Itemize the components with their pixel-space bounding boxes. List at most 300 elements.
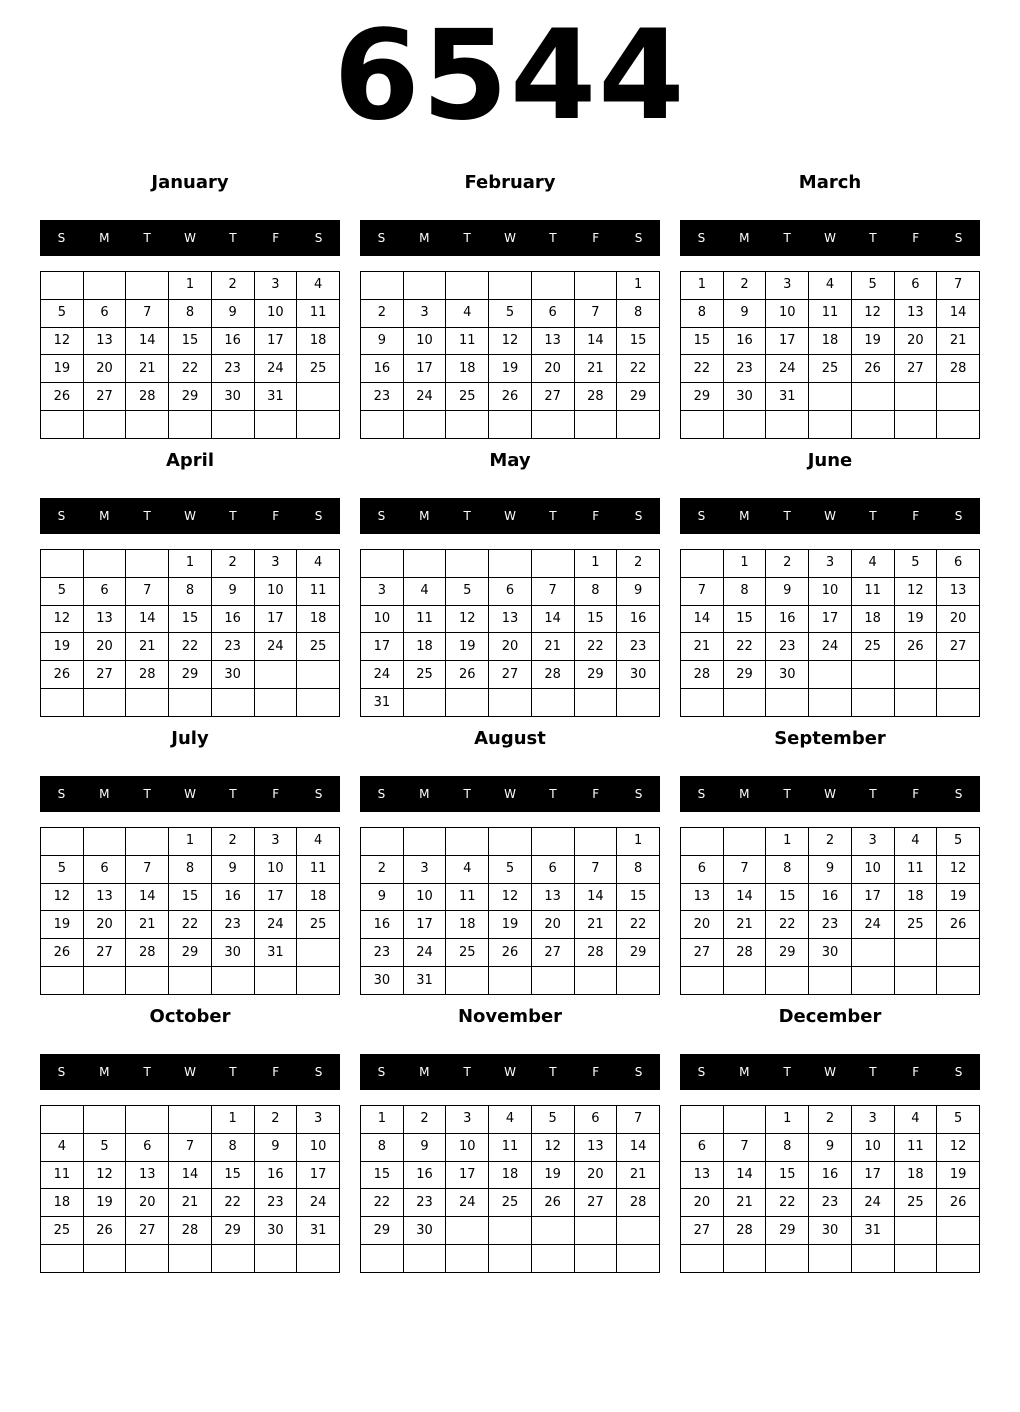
day-grid bbox=[360, 271, 660, 439]
day-cell bbox=[403, 272, 446, 300]
weekday-label: T bbox=[869, 787, 877, 801]
day-cell: 11 bbox=[446, 327, 489, 355]
day-cell bbox=[489, 1245, 532, 1273]
day-cell: 23 bbox=[766, 633, 809, 661]
day-cell: 20 bbox=[83, 911, 126, 939]
day-cell bbox=[809, 689, 852, 717]
day-cell: 1 bbox=[766, 1106, 809, 1134]
day-cell: 6 bbox=[83, 855, 126, 883]
weekday-label: M bbox=[419, 509, 430, 523]
day-cell: 10 bbox=[403, 883, 446, 911]
weekday-header bbox=[40, 776, 340, 812]
day-cell bbox=[41, 689, 84, 717]
weekday-label: S bbox=[954, 231, 963, 245]
day-cell bbox=[574, 1245, 617, 1273]
week-row bbox=[41, 855, 340, 883]
weekday-label: T bbox=[463, 509, 471, 523]
day-cell: 15 bbox=[681, 327, 724, 355]
day-cell: 30 bbox=[361, 967, 404, 995]
week-row bbox=[361, 605, 660, 633]
day-cell: 20 bbox=[937, 605, 980, 633]
day-cell: 13 bbox=[681, 883, 724, 911]
day-cell: 9 bbox=[617, 577, 660, 605]
week-row bbox=[361, 689, 660, 717]
day-cell: 16 bbox=[211, 327, 254, 355]
weekday-label: T bbox=[229, 787, 237, 801]
day-cell: 20 bbox=[489, 633, 532, 661]
week-row bbox=[41, 1189, 340, 1217]
week-row bbox=[41, 1161, 340, 1189]
weekday-label: T bbox=[229, 1065, 237, 1079]
day-cell bbox=[361, 828, 404, 856]
weekday-label: T bbox=[229, 509, 237, 523]
day-cell: 5 bbox=[83, 1133, 126, 1161]
day-cell bbox=[531, 1217, 574, 1245]
day-cell bbox=[531, 689, 574, 717]
day-cell bbox=[723, 1106, 766, 1134]
day-cell: 24 bbox=[809, 633, 852, 661]
day-cell: 22 bbox=[681, 355, 724, 383]
day-cell bbox=[169, 411, 212, 439]
weekday-label: W bbox=[504, 231, 516, 245]
day-cell: 19 bbox=[83, 1189, 126, 1217]
day-cell: 11 bbox=[41, 1161, 84, 1189]
weekday-label: M bbox=[739, 787, 750, 801]
day-cell bbox=[403, 689, 446, 717]
weekday-label: T bbox=[463, 787, 471, 801]
day-cell bbox=[681, 689, 724, 717]
weekday-label: S bbox=[377, 231, 386, 245]
day-cell: 11 bbox=[297, 299, 340, 327]
day-cell: 26 bbox=[41, 939, 84, 967]
weekday-label: T bbox=[143, 509, 151, 523]
day-cell: 11 bbox=[894, 855, 937, 883]
day-cell: 22 bbox=[766, 1189, 809, 1217]
day-cell: 2 bbox=[361, 299, 404, 327]
day-cell: 3 bbox=[766, 272, 809, 300]
day-cell bbox=[254, 411, 297, 439]
day-cell bbox=[126, 550, 169, 578]
day-cell: 28 bbox=[681, 661, 724, 689]
day-cell: 12 bbox=[83, 1161, 126, 1189]
day-cell bbox=[489, 1217, 532, 1245]
weekday-label: T bbox=[869, 231, 877, 245]
day-cell: 7 bbox=[126, 855, 169, 883]
day-cell: 20 bbox=[126, 1189, 169, 1217]
day-cell: 26 bbox=[489, 939, 532, 967]
day-cell bbox=[809, 383, 852, 411]
day-cell: 3 bbox=[851, 828, 894, 856]
day-cell: 29 bbox=[169, 661, 212, 689]
day-cell: 11 bbox=[403, 605, 446, 633]
day-cell bbox=[681, 1106, 724, 1134]
day-cell: 15 bbox=[169, 883, 212, 911]
week-row bbox=[41, 883, 340, 911]
day-cell bbox=[617, 1217, 660, 1245]
day-cell: 20 bbox=[83, 355, 126, 383]
day-cell: 29 bbox=[169, 939, 212, 967]
day-cell: 23 bbox=[403, 1189, 446, 1217]
day-cell: 10 bbox=[361, 605, 404, 633]
week-row bbox=[361, 855, 660, 883]
day-cell: 17 bbox=[361, 633, 404, 661]
day-cell bbox=[574, 967, 617, 995]
day-cell bbox=[297, 1245, 340, 1273]
day-cell: 14 bbox=[574, 327, 617, 355]
day-cell: 13 bbox=[126, 1161, 169, 1189]
day-cell: 14 bbox=[531, 605, 574, 633]
weekday-label: T bbox=[229, 231, 237, 245]
day-cell: 3 bbox=[403, 299, 446, 327]
day-cell: 14 bbox=[126, 605, 169, 633]
day-cell bbox=[403, 550, 446, 578]
day-cell: 6 bbox=[894, 272, 937, 300]
week-row bbox=[681, 411, 980, 439]
day-cell bbox=[894, 967, 937, 995]
day-cell: 22 bbox=[574, 633, 617, 661]
day-cell: 8 bbox=[361, 1133, 404, 1161]
day-cell: 24 bbox=[254, 911, 297, 939]
day-cell: 18 bbox=[489, 1161, 532, 1189]
day-cell bbox=[851, 661, 894, 689]
day-cell: 29 bbox=[617, 939, 660, 967]
weekday-label: T bbox=[869, 1065, 877, 1079]
day-cell: 3 bbox=[403, 855, 446, 883]
day-cell: 1 bbox=[361, 1106, 404, 1134]
weekday-label: S bbox=[57, 231, 66, 245]
weekday-label: F bbox=[912, 1065, 920, 1079]
day-cell: 8 bbox=[211, 1133, 254, 1161]
day-cell: 4 bbox=[403, 577, 446, 605]
day-cell: 9 bbox=[403, 1133, 446, 1161]
day-cell bbox=[574, 689, 617, 717]
day-cell: 27 bbox=[531, 939, 574, 967]
day-cell bbox=[83, 272, 126, 300]
day-cell bbox=[126, 272, 169, 300]
day-cell: 25 bbox=[446, 939, 489, 967]
weekday-label: M bbox=[99, 787, 110, 801]
weekday-label: T bbox=[143, 1065, 151, 1079]
day-cell bbox=[723, 828, 766, 856]
weekday-label: T bbox=[549, 1065, 557, 1079]
day-cell: 22 bbox=[617, 355, 660, 383]
week-row bbox=[361, 1217, 660, 1245]
weekday-label: F bbox=[272, 231, 280, 245]
day-cell: 19 bbox=[937, 1161, 980, 1189]
day-cell: 23 bbox=[723, 355, 766, 383]
day-cell: 31 bbox=[851, 1217, 894, 1245]
day-cell: 28 bbox=[169, 1217, 212, 1245]
day-cell: 7 bbox=[723, 855, 766, 883]
day-cell bbox=[766, 967, 809, 995]
day-cell bbox=[574, 828, 617, 856]
day-cell: 17 bbox=[851, 1161, 894, 1189]
weekday-label: S bbox=[314, 1065, 323, 1079]
week-row bbox=[681, 855, 980, 883]
weekday-label: F bbox=[592, 509, 600, 523]
day-cell bbox=[894, 1245, 937, 1273]
day-cell: 5 bbox=[937, 828, 980, 856]
day-cell: 26 bbox=[41, 661, 84, 689]
day-cell: 27 bbox=[681, 939, 724, 967]
weekday-label: S bbox=[377, 509, 386, 523]
day-cell: 10 bbox=[254, 855, 297, 883]
day-cell: 24 bbox=[403, 383, 446, 411]
week-row bbox=[361, 1161, 660, 1189]
day-cell: 25 bbox=[489, 1189, 532, 1217]
day-cell: 13 bbox=[83, 327, 126, 355]
day-cell bbox=[809, 661, 852, 689]
day-cell: 31 bbox=[254, 383, 297, 411]
day-cell: 17 bbox=[766, 327, 809, 355]
day-cell bbox=[169, 1245, 212, 1273]
day-cell: 25 bbox=[894, 1189, 937, 1217]
day-cell: 12 bbox=[937, 855, 980, 883]
day-cell: 28 bbox=[574, 383, 617, 411]
day-cell: 25 bbox=[297, 911, 340, 939]
week-row bbox=[41, 299, 340, 327]
day-cell: 2 bbox=[254, 1106, 297, 1134]
day-cell: 5 bbox=[489, 299, 532, 327]
day-cell: 17 bbox=[297, 1161, 340, 1189]
day-cell bbox=[361, 1245, 404, 1273]
day-cell bbox=[446, 689, 489, 717]
day-cell: 28 bbox=[126, 661, 169, 689]
day-cell: 22 bbox=[723, 633, 766, 661]
weekday-label: W bbox=[184, 787, 196, 801]
day-cell bbox=[894, 411, 937, 439]
day-cell: 26 bbox=[851, 355, 894, 383]
day-cell bbox=[211, 689, 254, 717]
weekday-label: F bbox=[592, 231, 600, 245]
day-cell: 9 bbox=[361, 883, 404, 911]
day-cell: 12 bbox=[446, 605, 489, 633]
day-cell: 18 bbox=[894, 1161, 937, 1189]
day-cell: 11 bbox=[894, 1133, 937, 1161]
month-name: July bbox=[171, 728, 209, 749]
weekday-label: F bbox=[912, 509, 920, 523]
day-cell: 13 bbox=[83, 605, 126, 633]
weekday-label: W bbox=[824, 787, 836, 801]
weekday-label: F bbox=[912, 787, 920, 801]
day-cell bbox=[489, 411, 532, 439]
day-cell: 6 bbox=[126, 1133, 169, 1161]
day-cell: 22 bbox=[361, 1189, 404, 1217]
week-row bbox=[41, 1133, 340, 1161]
day-cell: 25 bbox=[446, 383, 489, 411]
weekday-label: M bbox=[739, 231, 750, 245]
day-cell: 4 bbox=[489, 1106, 532, 1134]
weekday-label: W bbox=[824, 1065, 836, 1079]
day-cell: 6 bbox=[83, 299, 126, 327]
day-cell: 30 bbox=[211, 383, 254, 411]
day-cell bbox=[446, 411, 489, 439]
weekday-label: S bbox=[57, 787, 66, 801]
year-title: 6544 bbox=[333, 4, 687, 148]
weekday-label: M bbox=[99, 1065, 110, 1079]
day-cell: 11 bbox=[297, 577, 340, 605]
week-row bbox=[681, 911, 980, 939]
day-cell: 20 bbox=[531, 355, 574, 383]
day-cell: 14 bbox=[617, 1133, 660, 1161]
day-cell bbox=[937, 411, 980, 439]
day-cell: 26 bbox=[531, 1189, 574, 1217]
day-cell: 26 bbox=[83, 1217, 126, 1245]
month-name: September bbox=[774, 728, 886, 749]
weekday-label: S bbox=[697, 787, 706, 801]
day-cell: 15 bbox=[211, 1161, 254, 1189]
day-cell: 22 bbox=[766, 911, 809, 939]
week-row bbox=[41, 911, 340, 939]
day-cell: 11 bbox=[489, 1133, 532, 1161]
weekday-label: M bbox=[739, 509, 750, 523]
day-cell: 26 bbox=[446, 661, 489, 689]
weekday-label: W bbox=[504, 787, 516, 801]
day-cell: 3 bbox=[446, 1106, 489, 1134]
day-cell: 2 bbox=[211, 828, 254, 856]
day-cell: 4 bbox=[297, 550, 340, 578]
day-cell: 21 bbox=[126, 911, 169, 939]
week-row bbox=[361, 633, 660, 661]
day-cell: 30 bbox=[809, 1217, 852, 1245]
day-cell: 19 bbox=[446, 633, 489, 661]
weekday-label: T bbox=[463, 231, 471, 245]
day-cell: 16 bbox=[361, 911, 404, 939]
day-cell: 28 bbox=[126, 939, 169, 967]
day-cell: 12 bbox=[851, 299, 894, 327]
day-cell: 28 bbox=[531, 661, 574, 689]
day-cell bbox=[297, 689, 340, 717]
day-cell bbox=[937, 967, 980, 995]
weekday-label: T bbox=[783, 787, 791, 801]
day-cell: 16 bbox=[723, 327, 766, 355]
week-row bbox=[361, 299, 660, 327]
day-cell: 15 bbox=[766, 883, 809, 911]
day-cell: 12 bbox=[41, 327, 84, 355]
week-row bbox=[681, 605, 980, 633]
day-cell bbox=[83, 1106, 126, 1134]
day-cell: 18 bbox=[297, 327, 340, 355]
week-row bbox=[361, 411, 660, 439]
day-cell bbox=[297, 411, 340, 439]
day-cell: 3 bbox=[254, 550, 297, 578]
week-row bbox=[681, 1106, 980, 1134]
day-cell: 27 bbox=[894, 355, 937, 383]
week-row bbox=[361, 828, 660, 856]
day-cell bbox=[617, 1245, 660, 1273]
day-cell: 9 bbox=[809, 855, 852, 883]
day-cell: 27 bbox=[681, 1217, 724, 1245]
day-cell: 10 bbox=[446, 1133, 489, 1161]
day-grid bbox=[680, 827, 980, 995]
day-cell: 2 bbox=[403, 1106, 446, 1134]
day-cell bbox=[937, 689, 980, 717]
day-cell: 27 bbox=[83, 383, 126, 411]
day-cell: 22 bbox=[211, 1189, 254, 1217]
day-cell bbox=[41, 1106, 84, 1134]
day-cell bbox=[617, 967, 660, 995]
day-cell: 5 bbox=[446, 577, 489, 605]
weekday-label: S bbox=[697, 231, 706, 245]
day-cell bbox=[489, 550, 532, 578]
day-cell bbox=[446, 272, 489, 300]
day-cell: 10 bbox=[766, 299, 809, 327]
day-cell: 21 bbox=[723, 1189, 766, 1217]
day-cell bbox=[446, 1245, 489, 1273]
day-cell: 12 bbox=[531, 1133, 574, 1161]
day-cell: 3 bbox=[361, 577, 404, 605]
day-cell: 2 bbox=[211, 550, 254, 578]
week-row bbox=[681, 967, 980, 995]
day-cell: 27 bbox=[126, 1217, 169, 1245]
day-cell bbox=[169, 689, 212, 717]
week-row bbox=[41, 605, 340, 633]
weekday-header bbox=[680, 776, 980, 812]
day-cell: 29 bbox=[766, 939, 809, 967]
day-cell bbox=[531, 550, 574, 578]
day-cell: 21 bbox=[126, 355, 169, 383]
day-cell bbox=[361, 550, 404, 578]
day-cell: 10 bbox=[851, 1133, 894, 1161]
week-row bbox=[361, 1245, 660, 1273]
day-cell bbox=[766, 411, 809, 439]
week-row bbox=[41, 689, 340, 717]
day-cell: 31 bbox=[254, 939, 297, 967]
day-cell: 19 bbox=[894, 605, 937, 633]
day-cell bbox=[681, 967, 724, 995]
day-cell: 9 bbox=[361, 327, 404, 355]
day-cell: 4 bbox=[894, 1106, 937, 1134]
day-cell: 13 bbox=[681, 1161, 724, 1189]
day-cell: 13 bbox=[531, 883, 574, 911]
day-cell: 24 bbox=[361, 661, 404, 689]
day-cell: 1 bbox=[766, 828, 809, 856]
weekday-label: W bbox=[504, 1065, 516, 1079]
day-cell: 11 bbox=[809, 299, 852, 327]
day-cell: 21 bbox=[617, 1161, 660, 1189]
weekday-label: W bbox=[504, 509, 516, 523]
day-cell bbox=[531, 1245, 574, 1273]
day-cell: 30 bbox=[254, 1217, 297, 1245]
day-cell: 30 bbox=[617, 661, 660, 689]
day-grid bbox=[680, 549, 980, 717]
week-row bbox=[361, 550, 660, 578]
day-cell: 9 bbox=[254, 1133, 297, 1161]
day-cell: 16 bbox=[211, 605, 254, 633]
day-cell: 17 bbox=[403, 355, 446, 383]
day-cell: 14 bbox=[574, 883, 617, 911]
day-cell bbox=[851, 939, 894, 967]
day-cell: 30 bbox=[403, 1217, 446, 1245]
day-cell: 23 bbox=[809, 911, 852, 939]
week-row bbox=[361, 577, 660, 605]
day-cell: 29 bbox=[681, 383, 724, 411]
day-cell: 8 bbox=[169, 855, 212, 883]
day-cell: 12 bbox=[937, 1133, 980, 1161]
weekday-header bbox=[40, 1054, 340, 1090]
day-cell bbox=[41, 828, 84, 856]
day-cell: 4 bbox=[297, 828, 340, 856]
day-grid bbox=[360, 827, 660, 995]
week-row bbox=[41, 967, 340, 995]
day-cell: 7 bbox=[723, 1133, 766, 1161]
day-cell bbox=[169, 967, 212, 995]
day-cell: 21 bbox=[126, 633, 169, 661]
day-cell bbox=[211, 1245, 254, 1273]
day-cell: 16 bbox=[254, 1161, 297, 1189]
weekday-label: F bbox=[272, 1065, 280, 1079]
day-cell bbox=[83, 828, 126, 856]
